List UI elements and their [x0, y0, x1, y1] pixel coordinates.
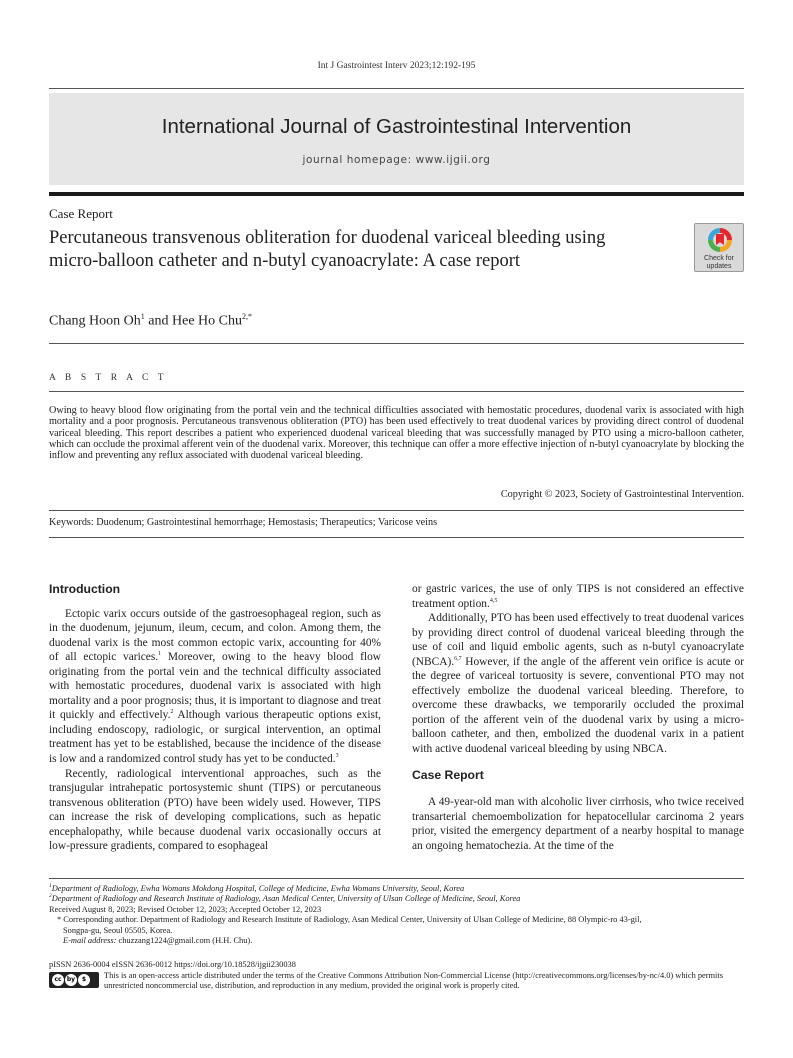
article-title: Percutaneous transvenous obliteration for duodenal variceal bleeding using micro-balloon catheter and n-butyl cyanoacrylate: A case report	[49, 228, 606, 271]
authors-rule	[49, 343, 744, 344]
license-text: This is an open-access article distributed under the terms of the Creative Commons Attribution Non-Commercial License (http://creativecommons.org/licenses/by-nc/4.0) which permits unrestricted noncommercial use, distribution, and reproduction in any medium, provided the original work is properly cited.	[104, 971, 723, 991]
abstract-text: Owing to heavy blood flow originating from the portal vein and the technical difficulties associated with hemostatic procedures, duodenal varix is associated with high mortality and a poor prognosis. Percutaneous transvenous obliteration (PTO) has been used effectively to treat duodenal varices by providing direct control of duodenal variceal bleeding. This report describes a patient who experienced duodenal variceal bleeding that was successfully managed by PTO using a micro-balloon catheter, which can occlude the proximal afferent vein of the duodenal varix. Moreover, this technique can offer a more effective injection of n-butyl cyanoacrylate by blocking the inflow and preventing any reflux associated with duodenal variceal bleeding.	[49, 405, 744, 462]
reference-marker[interactable]: 2	[170, 709, 174, 716]
author-list: Chang Hoon Oh$^1$ and Hee Ho Chu$^{2,*}$	[49, 312, 252, 329]
section-heading-case-report: Case Report	[412, 767, 484, 782]
footnote-rule	[49, 878, 744, 879]
badge-label: Check for updates	[704, 255, 734, 270]
reference-marker[interactable]: 3	[335, 753, 339, 760]
affiliation-marker: 1	[140, 312, 145, 321]
cc-icon: cc	[52, 974, 64, 986]
affiliation-2: $^2$Department of Radiology and Research Institute of Radiology, Asan Medical Center, University of Ulsan College of Medicine, Seoul, Korea	[49, 893, 521, 904]
body-paragraph: Additionally, PTO has been used effectively to treat duodenal varices by providing direct control of duodenal variceal bleeding through the use of coil and liquid embolic agents, such as n-butyl cyanoacrylate (NBCA).$^{6,7}$ However, if the angle of the afferent vein orifice is acute or the degree of variceal tortuosity is severe, conventional PTO may not effectively embolize the duodenal variceal bleeding. Therefore, to overcome these drawbacks, we temporarily occluded the proximal portion of the afferent vein of the duodenal varix by using a micro-balloon catheter, and then, embolized the duodenal varix in a patient with active duodenal variceal bleeding by using NBCA.	[412, 612, 744, 756]
journal-citation: Int J Gastrointest Interv 2023;12:192-195	[317, 61, 476, 71]
journal-title: International Journal of Gastrointestinal Intervention	[161, 115, 632, 138]
body-paragraph: or gastric varices, the use of only TIPS is not considered an effective treatment option.$^{4,5}$	[412, 583, 744, 610]
by-icon: by	[65, 974, 77, 986]
email-line: E-mail address: chuzzang1224@gmail.com (H.H. Chu).	[63, 936, 253, 946]
author-name[interactable]: Chang Hoon Oh	[49, 313, 141, 329]
body-paragraph: Ectopic varix occurs outside of the gastroesophageal region, such as in the duodenum, jejunum, ileum, cecum, and colon. Among them, the duodenal varix is the most common ectopic varix, accounting for 40% of all ectopic varices.$^1$ Moreover, owing to the heavy blood flow originating from the portal vein and the technical difficulty associated with hemostatic procedures, duodenal varix is associated with high mortality and a poor prognosis; thus, it is important to diagnose and treat it quickly and effectively.$^2$ Although various therapeutic options exist, including endoscopy, radiologic, or surgical intervention, an optimal treatment has yet to be established, because the incidence of the disease is low and a randomized control study has yet to be conducted.$^3$	[49, 607, 382, 766]
abstract-heading: A B S T R A C T	[49, 373, 168, 383]
copyright-line: Copyright © 2023, Society of Gastrointestinal Intervention.	[500, 489, 744, 500]
keywords-line: Keywords: Duodenum; Gastrointestinal hemorrhage; Hemostasis; Therapeutics; Varicose veins	[49, 517, 438, 528]
author-name[interactable]: Hee Ho Chu	[172, 313, 242, 329]
journal-banner	[49, 93, 744, 185]
journal-homepage[interactable]: journal homepage: www.ijgii.org	[302, 154, 491, 166]
keywords-top-rule	[49, 510, 744, 511]
body-right-column	[412, 582, 744, 853]
reference-marker[interactable]: 4,5	[489, 597, 498, 604]
body-paragraph: Recently, radiological interventional approaches, such as the transjugular intrahepatic portosystemic shunt (TIPS) or percutaneous transvenous obliteration (PTO) have been widely used. However, TIPS can increase the risk of developing complications, such as hepatic encephalopathy, while because duodenal varix occasionally occurs at low-pressure gradients, compared to esophageal	[49, 767, 381, 853]
body-paragraph: A 49-year-old man with alcoholic liver cirrhosis, who twice received transarterial chemoembolization for hepatocellular carcinoma 2 years prior, visited the emergency department of a nearby hospital to manage an ongoing hematochezia. At the time of the	[412, 796, 744, 852]
affiliation-1: $^1$Department of Radiology, Ewha Womans Mokdong Hospital, College of Medicine, Ewha Womans University, Seoul, Korea	[49, 883, 465, 893]
header-thick-rule	[49, 192, 744, 196]
corresponding-author: * Corresponding author. Department of Radiology and Research Institute of Radiology, Asan Medical Center, University of Ulsan College of Medicine, 88 Olympic-ro 43-gil,	[57, 915, 642, 925]
keywords-bottom-rule	[49, 537, 744, 538]
abstract-rule	[49, 391, 744, 392]
nc-icon: $	[78, 974, 90, 986]
reference-marker[interactable]: 1	[158, 651, 162, 658]
body-left-column	[49, 582, 381, 854]
top-rule	[49, 88, 744, 89]
section-heading-introduction: Introduction	[49, 582, 121, 596]
issn-doi-line[interactable]: pISSN 2636-0004 eISSN 2636-0012 https://doi.org/10.18528/ijgii230038	[49, 960, 296, 969]
footnotes	[49, 884, 749, 946]
reference-marker[interactable]: 6,7	[454, 655, 462, 662]
check-for-updates-button[interactable]	[694, 223, 744, 272]
email-link[interactable]: chuzzang1224@gmail.com (H.H. Chu).	[116, 936, 253, 946]
cc-license-badge[interactable]	[49, 972, 99, 988]
corresponding-address: Songpa-gu, Seoul 05505, Korea.	[63, 925, 173, 935]
affiliation-marker: 2,*	[242, 312, 252, 321]
received-dates: Received August 8, 2023; Revised October 12, 2023; Accepted October 12, 2023	[49, 904, 322, 914]
article-type: Case Report	[49, 206, 113, 221]
